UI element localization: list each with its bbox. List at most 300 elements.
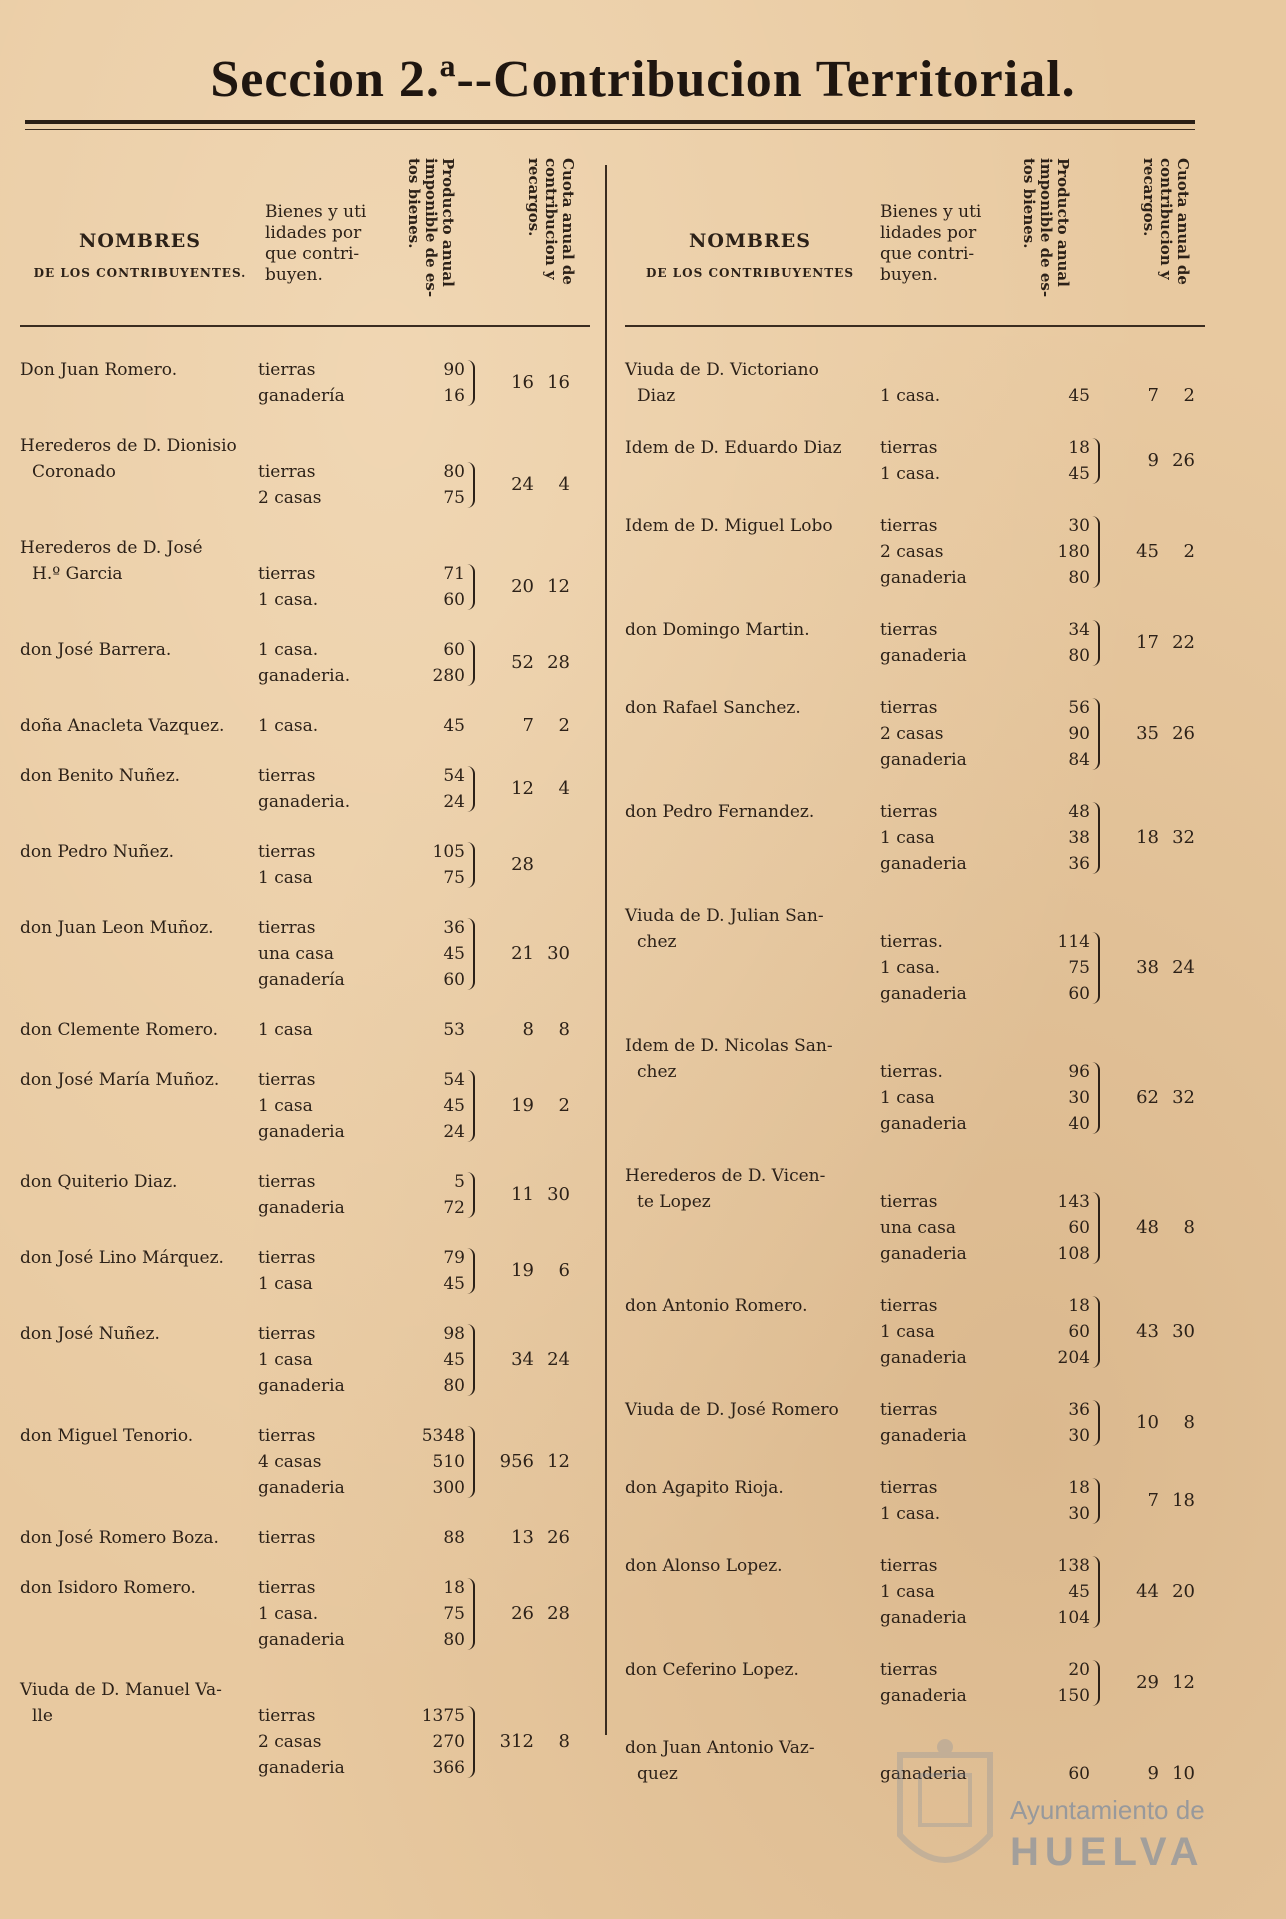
bienes-list [258, 1321, 345, 1399]
header-bienes-line: lidades por [265, 223, 362, 243]
producto-values [380, 839, 465, 891]
producto-values [1005, 1293, 1090, 1371]
bien-label: 1 casa. [258, 716, 319, 736]
contribuyente-name-line: don Domingo Martin. [625, 620, 810, 640]
cuota-value [490, 652, 570, 673]
header-cuota-line: recargos. [1140, 158, 1158, 237]
cuota-maravedis: 32 [1172, 827, 1195, 848]
bienes-list [258, 839, 315, 891]
contribuyente-name [625, 513, 833, 539]
contribuyente-name [20, 433, 237, 485]
cuota-reales: 52 [511, 652, 534, 673]
cuota-maravedis: 22 [1172, 632, 1195, 653]
brace-mark [1092, 1400, 1100, 1446]
header-names [20, 230, 260, 280]
contribuyente-row [625, 903, 1205, 1007]
bienes-list [258, 1067, 345, 1145]
cuota-maravedis: 26 [1172, 723, 1195, 744]
producto-value: 24 [443, 1122, 465, 1142]
producto-value: 80 [1068, 646, 1090, 666]
contribuyente-row [625, 1033, 1205, 1137]
brace-mark [467, 842, 475, 888]
bien-label: 1 casa. [880, 386, 941, 406]
producto-values [1005, 799, 1090, 877]
bien-label: ganaderia [880, 1686, 967, 1706]
bienes-list [258, 713, 318, 739]
producto-value: 270 [432, 1732, 465, 1752]
brace-mark [467, 1324, 475, 1396]
producto-value: 79 [443, 1248, 465, 1268]
bien-label: tierras [258, 564, 316, 584]
producto-value: 45 [443, 944, 465, 964]
producto-value: 48 [1068, 802, 1090, 822]
producto-value: 366 [432, 1758, 465, 1778]
contribuyente-row [625, 799, 1205, 877]
bien-label: ganaderia [880, 1114, 967, 1134]
contribuyente-name-line: don Quiterio Diaz. [20, 1172, 178, 1192]
producto-values [380, 637, 465, 689]
producto-value: 60 [1068, 1764, 1090, 1784]
cuota-value [490, 778, 570, 799]
cuota-maravedis: 12 [1172, 1672, 1195, 1693]
bien-label: ganaderia [880, 568, 967, 588]
header-producto [1020, 158, 1071, 318]
producto-value: 45 [1068, 1582, 1090, 1602]
producto-value: 45 [443, 1274, 465, 1294]
bienes-list [258, 357, 345, 409]
contribuyente-row [625, 1163, 1205, 1267]
contribuyente-name-line: Herederos de D. José [20, 538, 203, 558]
bien-label: tierras. [880, 932, 943, 952]
bien-label: tierras [258, 1578, 316, 1598]
title-rule [25, 120, 1195, 124]
bienes-list [258, 1423, 345, 1501]
bien-label: 1 casa [880, 1582, 935, 1602]
bien-label: ganadería [258, 970, 345, 990]
cuota-reales: 44 [1136, 1581, 1159, 1602]
header-producto-line: Producto anual [1054, 158, 1072, 287]
bien-label: tierras [258, 1426, 316, 1446]
bien-label: tierras [880, 1296, 938, 1316]
cuota-value [1115, 450, 1195, 471]
producto-value: 45 [443, 716, 465, 736]
contribuyente-row [20, 1067, 590, 1145]
bien-label: ganaderia [880, 1608, 967, 1628]
bien-label: 1 casa [258, 868, 313, 888]
cuota-maravedis: 2 [1183, 385, 1195, 406]
producto-values [1005, 1059, 1090, 1137]
cuota-reales: 29 [1136, 1672, 1159, 1693]
producto-value: 30 [1068, 1088, 1090, 1108]
contribuyente-name-line: don Miguel Tenorio. [20, 1426, 194, 1446]
producto-value: 5348 [421, 1426, 465, 1446]
bienes-list [258, 1169, 345, 1221]
cuota-value [1115, 957, 1195, 978]
producto-value: 20 [1068, 1660, 1090, 1680]
contribuyente-name [625, 1553, 783, 1579]
cuota-reales: 10 [1136, 1412, 1159, 1433]
cuota-maravedis: 8 [1183, 1217, 1195, 1238]
column-divider [605, 165, 607, 1735]
bien-label: tierras [258, 766, 316, 786]
contribuyente-name-line: don Pedro Nuñez. [20, 842, 175, 862]
contribuyente-name-line: te Lopez [637, 1192, 711, 1212]
producto-value: 90 [443, 360, 465, 380]
producto-value: 18 [443, 1578, 465, 1598]
producto-value: 60 [443, 640, 465, 660]
producto-values [380, 357, 465, 409]
bienes-list [880, 1059, 967, 1137]
contribuyente-name-line: don Ceferino Lopez. [625, 1660, 799, 1680]
contribuyente-name [20, 1321, 160, 1347]
producto-values [1005, 1189, 1090, 1267]
cuota-reales: 9 [1147, 1763, 1159, 1784]
producto-value: 75 [443, 868, 465, 888]
cuota-value [490, 1527, 570, 1548]
contribuyente-name [20, 357, 177, 383]
cuota-maravedis: 30 [1172, 1321, 1195, 1342]
cuota-maravedis: 30 [547, 1184, 570, 1205]
producto-value: 108 [1057, 1244, 1090, 1264]
header-producto-line: tos bienes. [1020, 158, 1038, 249]
brace-mark [1092, 620, 1100, 666]
cuota-maravedis: 6 [558, 1260, 570, 1281]
contribuyente-name-line: don Agapito Rioja. [625, 1478, 784, 1498]
contribuyente-row [20, 1169, 590, 1221]
producto-value: 180 [1057, 542, 1090, 562]
contribuyente-name-line: Viuda de D. Julian San- [625, 906, 824, 926]
bien-label: ganaderia. [258, 792, 351, 812]
producto-values [380, 763, 465, 815]
contribuyente-row [625, 357, 1205, 409]
cuota-maravedis: 18 [1172, 1490, 1195, 1511]
contribuyente-name [20, 535, 203, 587]
producto-value: 60 [1068, 1218, 1090, 1238]
bien-label: ganaderia [880, 984, 967, 1004]
cuota-value [490, 1731, 570, 1752]
cuota-reales: 45 [1136, 541, 1159, 562]
cuota-value [1115, 1672, 1195, 1693]
contribuyente-name-line: don José Nuñez. [20, 1324, 160, 1344]
cuota-maravedis: 2 [558, 1095, 570, 1116]
contribuyente-name-line: don José Lino Márquez. [20, 1248, 224, 1268]
producto-values [1005, 1553, 1090, 1631]
producto-value: 30 [1068, 1504, 1090, 1524]
contribuyente-row [20, 535, 590, 613]
brace-mark [1092, 1192, 1100, 1264]
contribuyente-name [20, 1525, 219, 1551]
contribuyente-row [20, 433, 590, 511]
header-cuota-line: Cuota anual de [1174, 158, 1192, 285]
bienes-list [258, 459, 321, 511]
cuota-maravedis: 4 [558, 778, 570, 799]
producto-value: 40 [1068, 1114, 1090, 1134]
producto-value: 53 [443, 1020, 465, 1040]
contribuyente-row [625, 617, 1205, 669]
cuota-maravedis: 4 [558, 474, 570, 495]
bien-label: tierras [258, 842, 316, 862]
producto-values [380, 1525, 465, 1551]
bien-label: 1 casa. [258, 640, 319, 660]
contribuyente-name [625, 617, 810, 643]
contribuyente-name-line: Viuda de D. José Romero [625, 1400, 839, 1420]
contribuyente-name [625, 799, 814, 825]
brace-mark [1092, 1478, 1100, 1524]
bienes-list [880, 1657, 967, 1709]
title-rule-thin [25, 129, 1195, 130]
producto-value: 150 [1057, 1686, 1090, 1706]
producto-values [380, 915, 465, 993]
cuota-value [490, 1451, 570, 1472]
contribuyente-row [20, 839, 590, 891]
bien-label: 1 casa [258, 1350, 313, 1370]
bien-label: tierras [258, 1070, 316, 1090]
contribuyente-name-line: don Rafael Sanchez. [625, 698, 801, 718]
brace-mark [1092, 1660, 1100, 1706]
contribuyente-name-line: don Isidoro Romero. [20, 1578, 196, 1598]
brace-mark [1092, 932, 1100, 1004]
contribuyente-row [625, 1553, 1205, 1631]
contribuyente-name [20, 915, 214, 941]
cuota-value [1115, 1217, 1195, 1238]
contribuyente-name [625, 1163, 825, 1215]
bien-label: tierras [258, 360, 316, 380]
cuota-reales: 48 [1136, 1217, 1159, 1238]
producto-values [380, 561, 465, 613]
bien-label: tierras [880, 698, 938, 718]
contribuyente-row [20, 1423, 590, 1501]
bienes-list [880, 1189, 967, 1267]
bien-label: tierras. [880, 1062, 943, 1082]
contribuyente-name-line: Don Juan Romero. [20, 360, 178, 380]
producto-value: 80 [1068, 568, 1090, 588]
producto-values [1005, 435, 1090, 487]
cuota-reales: 28 [511, 854, 534, 875]
bien-label: 2 casas [258, 1732, 322, 1752]
header-producto [405, 158, 456, 318]
cuota-reales: 20 [511, 576, 534, 597]
brace-mark [467, 640, 475, 686]
producto-value: 18 [1068, 438, 1090, 458]
header-cuota [525, 158, 576, 318]
cuota-reales: 18 [1136, 827, 1159, 848]
producto-value: 300 [432, 1478, 465, 1498]
contribuyente-name [625, 903, 824, 955]
cuota-value [1115, 827, 1195, 848]
producto-value: 143 [1057, 1192, 1090, 1212]
cuota-maravedis: 26 [547, 1527, 570, 1548]
contribuyente-name [20, 1017, 218, 1043]
contribuyente-name [625, 1033, 833, 1085]
contribuyente-name [625, 357, 819, 409]
producto-values [380, 1321, 465, 1399]
header-producto-line: Producto anual [439, 158, 457, 287]
cuota-maravedis: 24 [1172, 957, 1195, 978]
contribuyente-name-line: Idem de D. Miguel Lobo [625, 516, 833, 536]
producto-value: 45 [1068, 386, 1090, 406]
producto-value: 204 [1057, 1348, 1090, 1368]
cuota-maravedis: 12 [547, 1451, 570, 1472]
producto-value: 60 [443, 590, 465, 610]
bien-label: 1 casa. [258, 1604, 319, 1624]
contribuyente-name-line: Herederos de D. Vicen- [625, 1166, 826, 1186]
brace-mark [467, 462, 475, 508]
brace-mark [1092, 516, 1100, 588]
bien-label: tierras [880, 1400, 938, 1420]
cuota-reales: 312 [499, 1731, 534, 1752]
producto-value: 5 [454, 1172, 465, 1192]
contribuyente-name [20, 1169, 177, 1195]
brace-mark [467, 360, 475, 406]
brace-mark [467, 918, 475, 990]
bien-label: ganaderia [258, 1478, 345, 1498]
bien-label: ganadería [258, 386, 345, 406]
contribuyente-name-line: Diaz [637, 386, 676, 406]
bien-label: una casa [258, 944, 334, 964]
producto-value: 54 [443, 766, 465, 786]
bienes-list [880, 617, 967, 669]
contribuyente-name [625, 1397, 839, 1423]
cuota-value [1115, 723, 1195, 744]
brace-mark [1092, 1556, 1100, 1628]
cuota-value [490, 372, 570, 393]
header-cuota-line: Cuota anual de [559, 158, 577, 285]
cuota-value [490, 576, 570, 597]
producto-value: 84 [1068, 750, 1090, 770]
bienes-list [258, 1525, 315, 1551]
producto-value: 105 [432, 842, 465, 862]
contribuyente-name-line: lle [32, 1706, 53, 1726]
cuota-reales: 7 [1147, 385, 1159, 406]
brace-mark [467, 564, 475, 610]
cuota-maravedis: 2 [1183, 541, 1195, 562]
watermark-line2: HUELVA [1010, 1830, 1205, 1874]
cuota-reales: 21 [511, 943, 534, 964]
bienes-list [880, 929, 967, 1007]
contribuyente-name [20, 637, 171, 663]
producto-value: 98 [443, 1324, 465, 1344]
producto-values [380, 1423, 465, 1501]
right-table [625, 150, 1205, 1787]
cuota-maravedis: 20 [1172, 1581, 1195, 1602]
cuota-reales: 11 [511, 1184, 534, 1205]
bien-label: 1 casa. [258, 590, 319, 610]
cuota-reales: 9 [1147, 450, 1159, 471]
header-bienes-line: lidades por [880, 223, 977, 243]
bien-label: tierras [880, 1192, 938, 1212]
contribuyente-row [20, 1677, 590, 1781]
contribuyente-name [20, 1423, 193, 1449]
bien-label: 1 casa [258, 1096, 313, 1116]
contribuyente-row [20, 1525, 590, 1551]
brace-mark [467, 1172, 475, 1218]
cuota-value [490, 715, 570, 736]
contribuyente-name-line: Herederos de D. Dionisio [20, 436, 237, 456]
contribuyente-name-line: H.º Garcia [32, 564, 123, 584]
bien-label: tierras [880, 620, 938, 640]
producto-value: 60 [1068, 1322, 1090, 1342]
contribuyente-name-line: don Clemente Romero. [20, 1020, 219, 1040]
cuota-maravedis: 8 [558, 1731, 570, 1752]
cuota-reales: 19 [511, 1095, 534, 1116]
left-table-header [20, 150, 590, 327]
header-contribuyentes-label: DE LOS CONTRIBUYENTES [646, 266, 854, 280]
bienes-list [258, 1703, 345, 1781]
contribuyente-row [625, 1475, 1205, 1527]
contribuyente-row [625, 513, 1205, 591]
bienes-list [880, 695, 967, 773]
bien-label: 1 casa. [880, 464, 941, 484]
brace-mark [467, 766, 475, 812]
bienes-list [258, 1575, 345, 1653]
bien-label: tierras [258, 1528, 316, 1548]
bienes-list [880, 1293, 967, 1371]
cuota-value [490, 1260, 570, 1281]
producto-value: 36 [1068, 1400, 1090, 1420]
contribuyente-row [625, 695, 1205, 773]
cuota-reales: 16 [511, 372, 534, 393]
brace-mark [1092, 1062, 1100, 1134]
contribuyente-name-line: Idem de D. Eduardo Diaz [625, 438, 842, 458]
bien-label: tierras [258, 462, 316, 482]
bien-label: 1 casa. [880, 1504, 941, 1524]
bien-label: ganaderia [880, 1348, 967, 1368]
contribuyente-name [625, 1293, 807, 1319]
brace-mark [467, 1070, 475, 1142]
bien-label: ganaderia [258, 1122, 345, 1142]
header-bienes-line: buyen. [265, 265, 323, 285]
contribuyente-row [20, 637, 590, 689]
header-bienes-line: Bienes y uti [265, 202, 367, 222]
bienes-list [880, 1553, 967, 1631]
producto-value: 30 [1068, 516, 1090, 536]
producto-value: 60 [443, 970, 465, 990]
cuota-reales: 7 [522, 715, 534, 736]
cuota-maravedis: 32 [1172, 1087, 1195, 1108]
cuota-value [1115, 632, 1195, 653]
bien-label: 1 casa [880, 828, 935, 848]
cuota-maravedis: 26 [1172, 450, 1195, 471]
bienes-list [258, 561, 318, 613]
producto-value: 56 [1068, 698, 1090, 718]
contribuyente-row [20, 1017, 590, 1043]
bien-label: ganaderia [258, 1376, 345, 1396]
producto-value: 72 [443, 1198, 465, 1218]
producto-value: 88 [443, 1528, 465, 1548]
left-table [20, 150, 590, 1781]
cuota-value [1115, 1581, 1195, 1602]
brace-mark [1092, 698, 1100, 770]
producto-value: 38 [1068, 828, 1090, 848]
producto-value: 280 [432, 666, 465, 686]
bienes-list [258, 637, 350, 689]
contribuyente-name [625, 1735, 815, 1787]
cuota-value [490, 474, 570, 495]
cuota-value [490, 1184, 570, 1205]
left-rows [20, 357, 590, 1781]
producto-value: 54 [443, 1070, 465, 1090]
contribuyente-row [20, 713, 590, 739]
cuota-reales: 7 [1147, 1490, 1159, 1511]
contribuyente-name-line: don José María Muñoz. [20, 1070, 220, 1090]
bien-label: tierras [880, 802, 938, 822]
header-producto-line: tos bienes. [405, 158, 423, 249]
brace-mark [467, 1578, 475, 1650]
producto-value: 16 [443, 386, 465, 406]
brace-mark [467, 1426, 475, 1498]
cuota-value [1115, 1490, 1195, 1511]
producto-value: 45 [443, 1350, 465, 1370]
